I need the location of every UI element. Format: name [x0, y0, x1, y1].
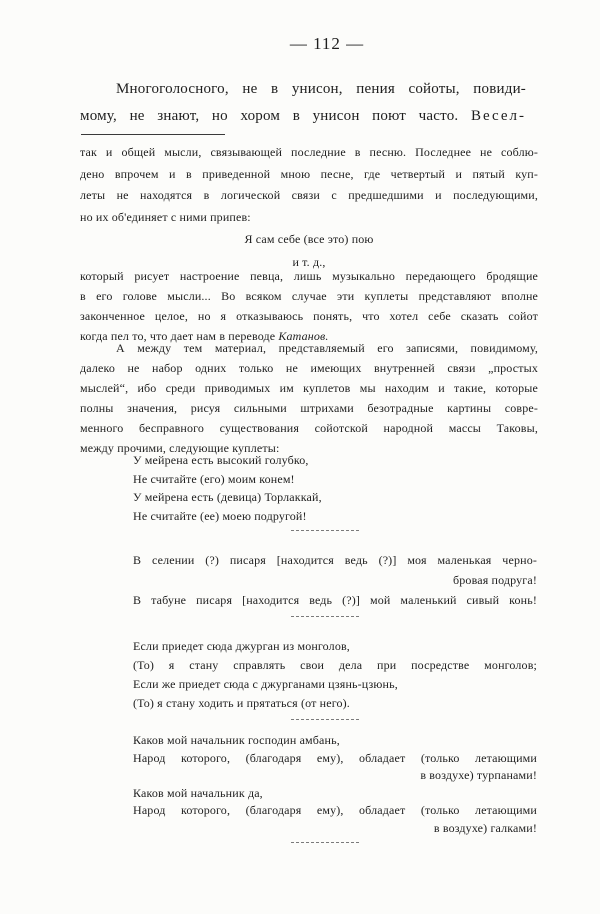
couplet-4: [133, 732, 537, 837]
verse-line: Если приедет сюда джурган из монголов,: [133, 639, 350, 653]
verse-line: У мейрена есть (девица) Торлаккай,: [133, 490, 322, 504]
footnote-line: но их об'единяет с ними припев:: [80, 209, 251, 224]
verse-line: Народ которого, (благодаря ему), обладает (только летающими: [133, 750, 537, 765]
page-number: — 112 —: [289, 34, 365, 53]
refrain-line: Я сам себе (все это) пою: [244, 232, 374, 246]
footnote-line: мыслей“, ибо среди приводимых им куплетов мы находим и такие, которые: [80, 381, 538, 395]
verse-line: (То) я стану ходить и прятаться (от него).: [133, 696, 350, 710]
verse-line: Не считайте (ее) моею подругой!: [133, 508, 307, 523]
footnote-line: дено впрочем и в приведенной мною песне, где четвертый и пятый куп-: [80, 166, 538, 181]
couplet-2: [133, 550, 537, 610]
footnote-line: который рисует настроение певца, лишь музыкально передающего бродящие: [80, 269, 538, 283]
main-text-line-1: Многоголосного, не в унисон, пения сойоты, повиди-: [116, 81, 526, 97]
main-text-line-2-body: мому, не знают, но хором в унисон поют часто.: [80, 108, 459, 124]
footnote-line: полны значения, рисуя сильными штрихами безотрадные картины совре-: [80, 401, 538, 415]
verse-line: Не считайте (его) моим конем!: [133, 471, 295, 486]
footnote-line-body: когда пел то, что дает нам в переводе: [80, 329, 276, 343]
footnote-line: между прочими, следующие куплеты:: [80, 441, 280, 455]
footnote-paragraph-1: [80, 142, 538, 228]
main-paragraph: [80, 76, 526, 130]
verse-divider: [291, 616, 359, 617]
verse-line: Каков мой начальник да,: [133, 785, 263, 800]
verse-line: У мейрена есть высокий голубко,: [133, 453, 309, 467]
main-text-line-2: [80, 103, 526, 130]
couplet-3: [133, 637, 537, 713]
verse-line: Каков мой начальник господин амбань,: [133, 733, 340, 747]
verse-line: (То) я стану справлять свои дела при посредстве монголов;: [133, 658, 537, 672]
author-name-italic: Катанов.: [278, 329, 329, 343]
footnote-line: менного бесправного существования сойотской народной массы Таковы,: [80, 421, 538, 435]
verse-divider: [291, 530, 359, 531]
footnote-paragraph-2: [80, 266, 538, 346]
verse-line: Если же приедет сюда с джурганами цзянь-цзюнь,: [133, 677, 398, 691]
footnote-line: далеко не набор одних только не имеющих внутренней связи „простых: [80, 361, 538, 375]
verse-divider: [291, 842, 359, 843]
footnote-line: в его голове мысли... Во всяком случае эти куплеты представляют вполне: [80, 289, 538, 303]
verse-divider: [291, 719, 359, 720]
text-block: [80, 0, 538, 914]
footnote-line: законченное целое, но я отказываюсь понять, что хотел себе сказать сойот: [80, 309, 538, 323]
verse-line: бровая подруга!: [453, 573, 537, 587]
footnote-line: А между тем материал, представляемый его записями, повидимому,: [116, 341, 538, 355]
footnote-line: так и общей мысли, связывающей последние в песню. Последнее не соблю-: [80, 145, 538, 159]
refrain-line: и т. д.,: [292, 254, 326, 269]
footnote-paragraph-3: [80, 338, 538, 458]
verse-line: Народ которого, (благодаря ему), обладает (только летающими: [133, 803, 537, 817]
footnote-separator-rule: [81, 134, 225, 135]
verse-line: в воздухе) турпанами!: [420, 768, 537, 782]
verse-line: В табуне писаря [находится ведь (?)] мой маленький сивый конь!: [133, 593, 537, 607]
verse-line: в воздухе) галками!: [433, 820, 537, 835]
couplet-1: [133, 451, 537, 525]
main-text-line-2-spaced-word: Весел-: [470, 108, 526, 124]
footnote-line: леты не находятся в логической связи с предшедшими и последующими,: [80, 188, 538, 202]
verse-line: В селении (?) писаря [находится ведь (?)] моя маленькая черно-: [133, 553, 537, 567]
